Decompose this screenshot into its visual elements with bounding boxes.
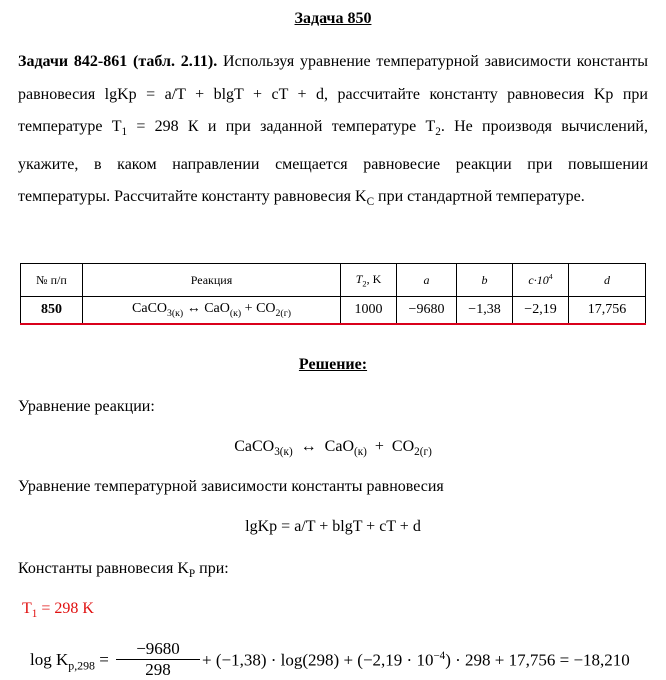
- statement-text-4: при стандартной температуре.: [374, 188, 585, 206]
- formula-lhs: [30, 650, 109, 673]
- plus-sign: +: [241, 301, 257, 317]
- formula-rhs: [202, 650, 630, 671]
- fraction-denominator: 298: [145, 660, 171, 679]
- data-table: [20, 263, 646, 325]
- product-co2: CO: [256, 301, 276, 317]
- eq-cao-sub: (к): [354, 446, 367, 459]
- statement-text: Используя уравнение температурной зависимости константы равновесия lgKp = a/T + blgT + cT + d, рассчитайте константу равновесия Kp при температуре T: [18, 53, 649, 135]
- eq-caco3: CaCO: [234, 438, 275, 455]
- cell-b: −1,38: [457, 297, 513, 325]
- formula-result: ) · 298 + 17,756 = −18,210: [445, 650, 630, 670]
- formula-rhs-text: + (−1,38) · log(298) + (−2,19 · 10: [202, 650, 434, 670]
- formula-fraction: [116, 638, 200, 680]
- header-reaction: Реакция: [83, 264, 341, 297]
- header-t2-sub: 2: [362, 279, 367, 289]
- header-num: № п/п: [21, 264, 83, 297]
- formula-lhs-sub: p,298: [68, 658, 96, 673]
- t1-value: = 298 K: [37, 600, 94, 617]
- cell-num: 850: [21, 297, 83, 325]
- eq-co2-sub: 2(г): [414, 446, 432, 459]
- table-row: [21, 297, 646, 325]
- kp-298-formula: [30, 638, 660, 678]
- table-header-row: [21, 264, 646, 297]
- kc-subscript: C: [366, 196, 375, 209]
- cell-d: 17,756: [569, 297, 646, 325]
- product-cao: CaO: [204, 301, 230, 317]
- header-t2: [341, 264, 397, 297]
- eq-arrow: ↔: [292, 438, 325, 455]
- reaction-equation: [0, 438, 666, 458]
- formula-equals: =: [95, 650, 109, 669]
- t2-subscript: 2: [435, 126, 441, 139]
- statement-text-3: . Не производя вычислений, укажите, в каком направлении смещается равновесие реакции при повышении температуры. Рассчитайте константу равновесия K: [18, 118, 648, 206]
- reaction-label: Уравнение реакции:: [18, 398, 155, 415]
- header-a: a: [397, 264, 457, 297]
- fraction-numerator: −9680: [116, 638, 200, 660]
- header-t2-symbol: T: [355, 271, 363, 286]
- formula-log-k: log K: [30, 650, 69, 669]
- reaction-arrow: ↔: [183, 301, 205, 317]
- temp-dependence-label: Уравнение температурной зависимости константы равновесия: [18, 478, 444, 495]
- reactant-caco3: CaCO: [132, 301, 168, 317]
- cell-c: −2,19: [513, 297, 569, 325]
- header-c: [513, 264, 569, 297]
- reactant-caco3-sub: 3(к): [167, 307, 184, 319]
- kp-label-text: Константы равновесия K: [18, 560, 189, 577]
- t1-sub: 1: [31, 608, 38, 621]
- temp-dependence-equation: lgKp = a/T + blgT + cT + d: [245, 518, 421, 535]
- problem-statement: [18, 46, 648, 219]
- header-t2-unit: , K: [366, 271, 382, 286]
- kp-label-end: при:: [195, 560, 229, 577]
- eq-caco3-sub: 3(к): [274, 446, 293, 459]
- kp-label: [18, 560, 229, 580]
- header-b: b: [457, 264, 513, 297]
- kp-label-sub: P: [188, 568, 196, 581]
- t1-line: [22, 600, 94, 620]
- solution-title: Решение:: [298, 356, 368, 373]
- eq-cao: CaO: [324, 438, 354, 455]
- t1-subscript: 1: [121, 126, 128, 139]
- statement-text-2: = 298 К и при заданной температуре T: [127, 118, 436, 135]
- problem-title: Задача 850: [294, 10, 372, 27]
- product-co2-sub: 2(г): [275, 307, 291, 319]
- header-c-symbol: c·10: [528, 273, 549, 287]
- header-d: d: [569, 264, 646, 297]
- cell-a: −9680: [397, 297, 457, 325]
- eq-co2: CO: [391, 438, 415, 455]
- eq-plus: +: [366, 438, 392, 455]
- t1-symbol: T: [22, 600, 32, 617]
- header-c-sup: 4: [548, 272, 553, 281]
- product-cao-sub: (к): [229, 307, 242, 319]
- formula-rhs-sup: −4: [433, 650, 446, 662]
- cell-t2: 1000: [341, 297, 397, 325]
- cell-reaction: [83, 297, 341, 325]
- problem-range-label: Задачи 842-861 (табл. 2.11).: [18, 53, 218, 70]
